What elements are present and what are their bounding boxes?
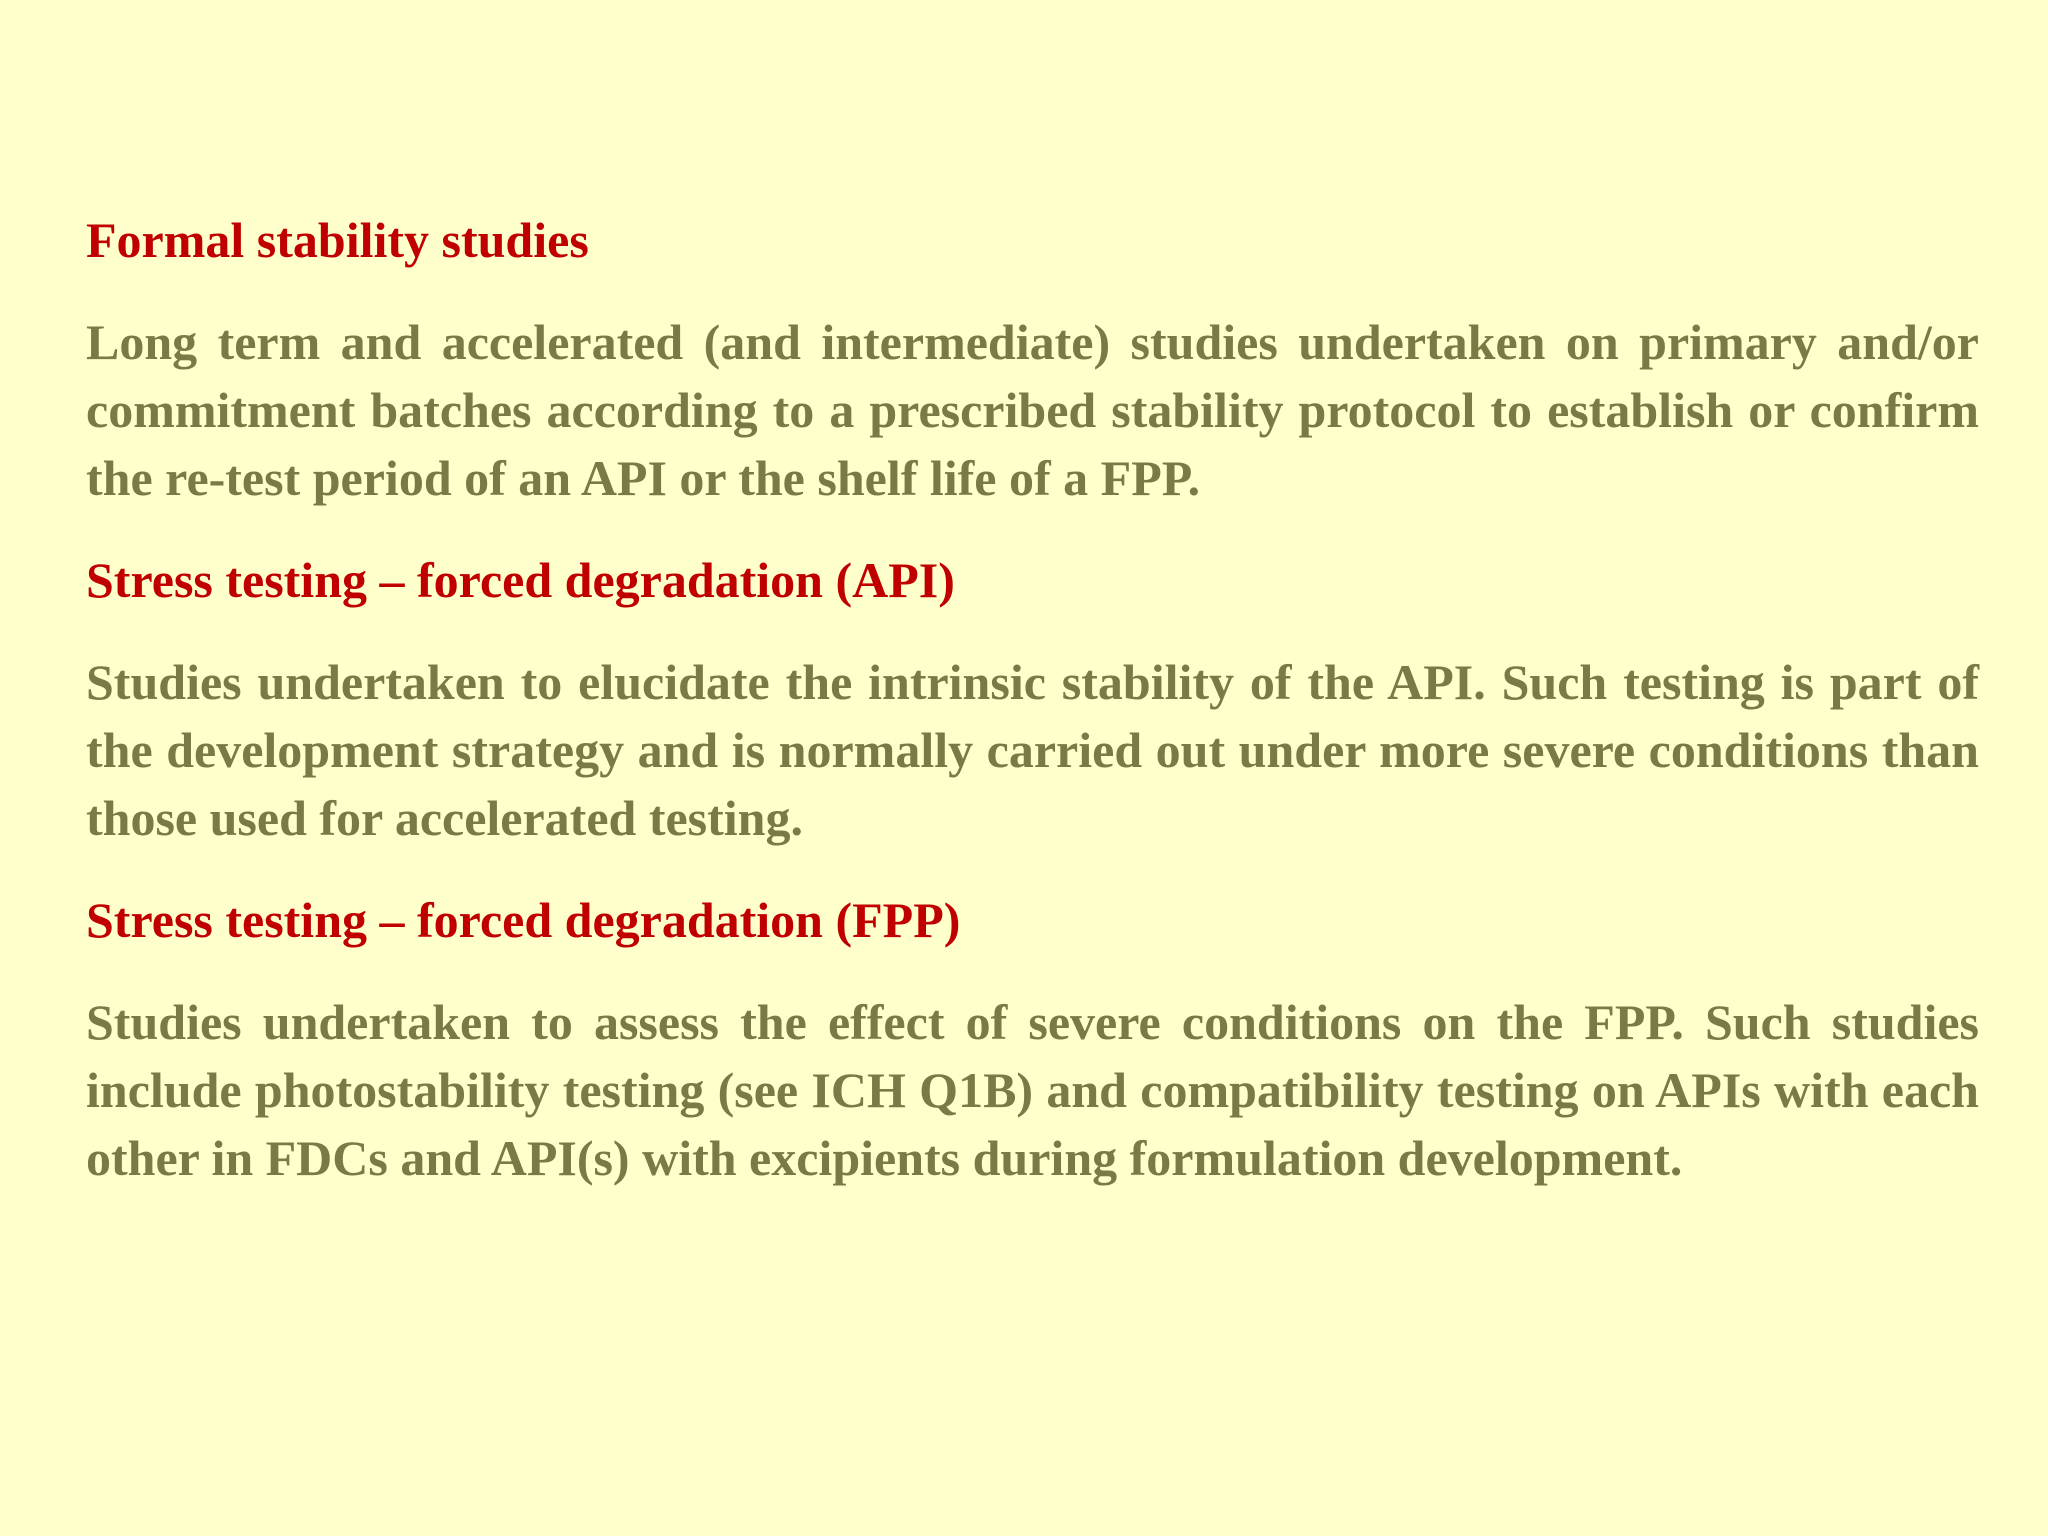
section-text-stress-fpp: Studies undertaken to assess the effect of severe conditions on the FPP. Such studies include photostability testing (see ICH Q1B) and compatibility testing on APIs with each other in FDCs and API(s) with excipients during formulation development.	[86, 994, 1979, 1186]
section-heading-stress-fpp: Stress testing – forced degradation (FPP)	[86, 892, 961, 948]
section-text-formal-stability: Long term and accelerated (and intermediate) studies undertaken on primary and/or commitment batches according to a prescribed stability protocol to establish or confirm the re-test period of an API or the shelf life of a FPP.	[86, 314, 1979, 506]
section-heading-formal-stability: Formal stability studies	[86, 212, 589, 268]
slide-content	[86, 206, 1979, 1226]
section-heading-stress-api: Stress testing – forced degradation (API)	[86, 552, 955, 608]
section-text-stress-api: Studies undertaken to elucidate the intrinsic stability of the API. Such testing is part of the development strategy and is normally carried out under more severe conditions than those used for accelerated testing.	[86, 654, 1979, 846]
